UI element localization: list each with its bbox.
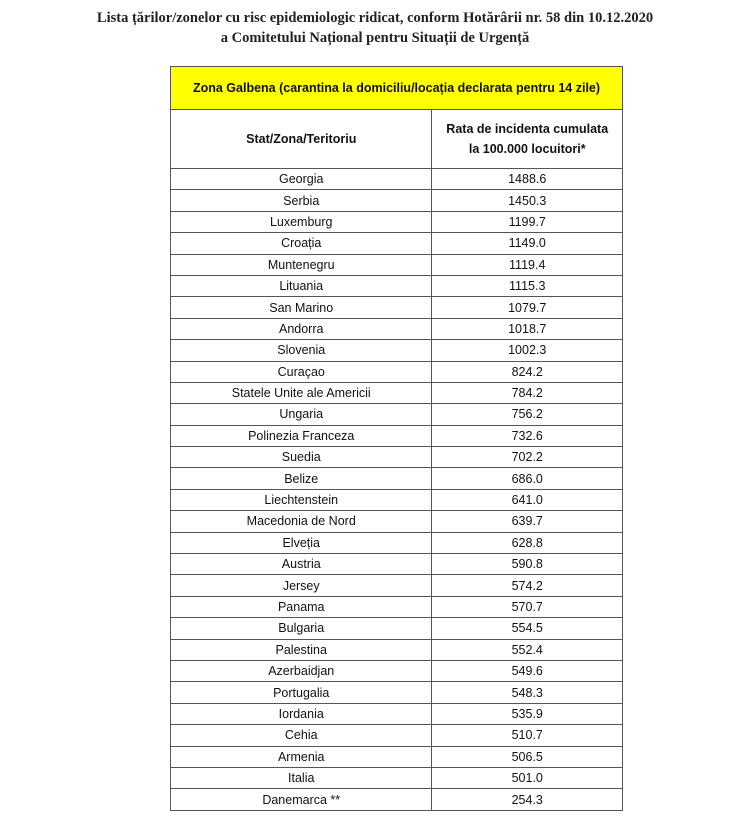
- country-cell: Portugalia: [171, 682, 432, 703]
- country-cell: Slovenia: [171, 340, 432, 361]
- rate-cell: 1488.6: [432, 169, 623, 190]
- country-cell: Muntenegru: [171, 254, 432, 275]
- country-cell: Liechtenstein: [171, 489, 432, 510]
- country-cell: Iordania: [171, 703, 432, 724]
- rate-cell: 628.8: [432, 532, 623, 553]
- column-header-rate: [432, 110, 623, 169]
- country-cell: Andorra: [171, 318, 432, 339]
- country-cell: Italia: [171, 767, 432, 788]
- table-body: [171, 169, 623, 811]
- country-cell: Serbia: [171, 190, 432, 211]
- rate-cell: 1199.7: [432, 211, 623, 232]
- rate-cell: 510.7: [432, 725, 623, 746]
- table-row: [171, 532, 623, 553]
- zone-header: Zona Galbena (carantina la domiciliu/locația declarata pentru 14 zile): [171, 67, 623, 110]
- country-cell: Panama: [171, 596, 432, 617]
- table-row: [171, 404, 623, 425]
- country-cell: Belize: [171, 468, 432, 489]
- table-row: [171, 425, 623, 446]
- table-row: [171, 169, 623, 190]
- country-cell: San Marino: [171, 297, 432, 318]
- table-row: [171, 489, 623, 510]
- country-cell: Armenia: [171, 746, 432, 767]
- country-cell: Macedonia de Nord: [171, 511, 432, 532]
- table-row: [171, 447, 623, 468]
- rate-cell: 1149.0: [432, 233, 623, 254]
- country-cell: Statele Unite ale Americii: [171, 382, 432, 403]
- country-cell: Croația: [171, 233, 432, 254]
- table-row: [171, 275, 623, 296]
- table-row: [171, 554, 623, 575]
- table-row: [171, 767, 623, 788]
- column-header-rate-line-2: la 100.000 locuitori*: [468, 142, 586, 156]
- country-cell: Polinezia Franceza: [171, 425, 432, 446]
- rate-cell: 824.2: [432, 361, 623, 382]
- table-row: [171, 468, 623, 489]
- rate-cell: 784.2: [432, 382, 623, 403]
- table-row: [171, 618, 623, 639]
- column-header-country: Stat/Zona/Teritoriu: [171, 110, 432, 169]
- country-cell: Danemarca **: [171, 789, 432, 810]
- rate-cell: 756.2: [432, 404, 623, 425]
- rate-cell: 570.7: [432, 596, 623, 617]
- table-row: [171, 682, 623, 703]
- table-row: [171, 382, 623, 403]
- document-title: [0, 8, 750, 48]
- country-cell: Elveția: [171, 532, 432, 553]
- table-row: [171, 789, 623, 810]
- rate-cell: 1079.7: [432, 297, 623, 318]
- table-row: [171, 660, 623, 681]
- table-row: [171, 190, 623, 211]
- rate-cell: 590.8: [432, 554, 623, 575]
- rate-cell: 1018.7: [432, 318, 623, 339]
- country-cell: Luxemburg: [171, 211, 432, 232]
- rate-cell: 549.6: [432, 660, 623, 681]
- table-row: [171, 596, 623, 617]
- rate-cell: 1002.3: [432, 340, 623, 361]
- rate-cell: 552.4: [432, 639, 623, 660]
- rate-cell: 548.3: [432, 682, 623, 703]
- rate-cell: 641.0: [432, 489, 623, 510]
- table-row: [171, 340, 623, 361]
- table-row: [171, 318, 623, 339]
- rate-cell: 1450.3: [432, 190, 623, 211]
- rate-cell: 501.0: [432, 767, 623, 788]
- table-row: [171, 575, 623, 596]
- country-cell: Jersey: [171, 575, 432, 596]
- country-cell: Curaçao: [171, 361, 432, 382]
- country-cell: Lituania: [171, 275, 432, 296]
- column-header-rate-line-1: Rata de incidenta cumulata: [446, 122, 609, 136]
- rate-cell: 686.0: [432, 468, 623, 489]
- rate-cell: 535.9: [432, 703, 623, 724]
- rate-cell: 732.6: [432, 425, 623, 446]
- rate-cell: 702.2: [432, 447, 623, 468]
- title-line-1: Lista țărilor/zonelor cu risc epidemiologic ridicat, conform Hotărârii nr. 58 din 10.12.2020: [96, 10, 654, 26]
- country-cell: Azerbaidjan: [171, 660, 432, 681]
- table-row: [171, 639, 623, 660]
- table-row: [171, 725, 623, 746]
- country-cell: Suedia: [171, 447, 432, 468]
- country-cell: Georgia: [171, 169, 432, 190]
- table-row: [171, 297, 623, 318]
- country-cell: Cehia: [171, 725, 432, 746]
- country-cell: Bulgaria: [171, 618, 432, 639]
- rate-cell: 554.5: [432, 618, 623, 639]
- rate-cell: 574.2: [432, 575, 623, 596]
- rate-cell: 1115.3: [432, 275, 623, 296]
- country-cell: Ungaria: [171, 404, 432, 425]
- table-row: [171, 254, 623, 275]
- table-row: [171, 211, 623, 232]
- table-row: [171, 703, 623, 724]
- table-row: [171, 746, 623, 767]
- rate-cell: 254.3: [432, 789, 623, 810]
- rate-cell: 639.7: [432, 511, 623, 532]
- rate-cell: 1119.4: [432, 254, 623, 275]
- table-row: [171, 233, 623, 254]
- country-cell: Palestina: [171, 639, 432, 660]
- table-row: [171, 511, 623, 532]
- country-cell: Austria: [171, 554, 432, 575]
- title-line-2: a Comitetului Național pentru Situații de Urgență: [220, 30, 530, 46]
- rate-cell: 506.5: [432, 746, 623, 767]
- table-row: [171, 361, 623, 382]
- risk-countries-table: [170, 66, 623, 811]
